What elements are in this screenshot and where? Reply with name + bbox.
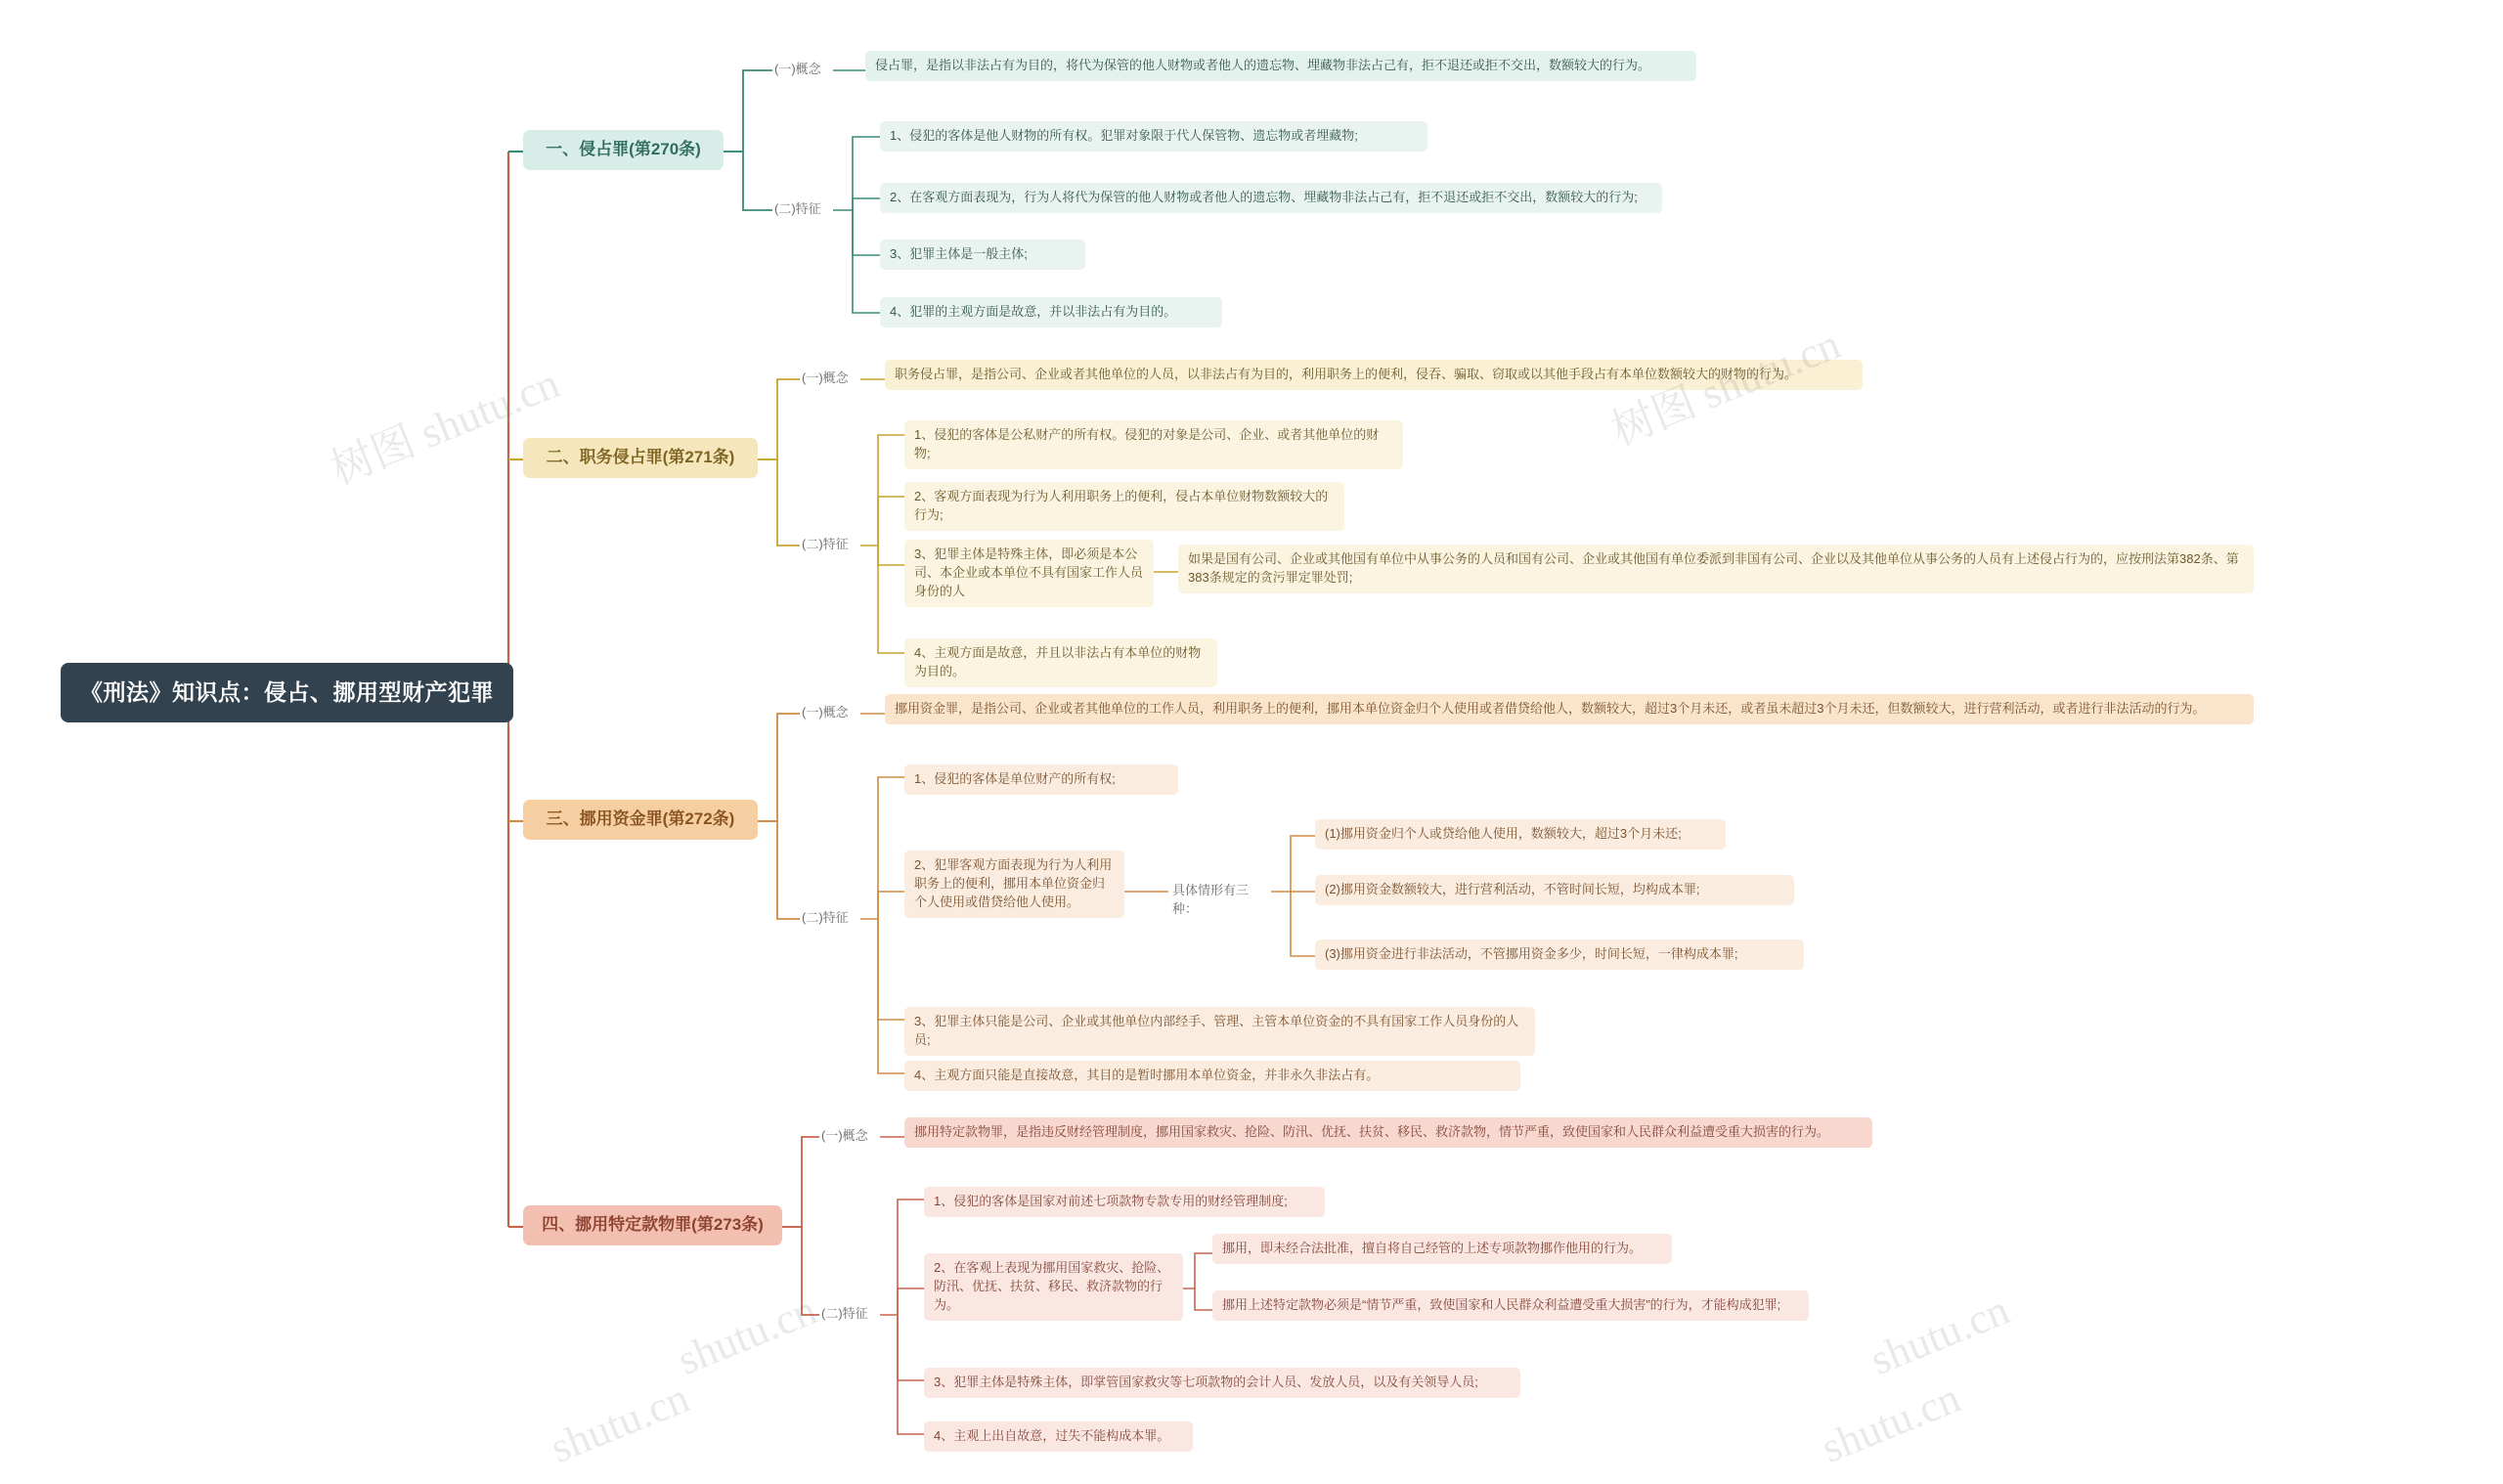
node-4-1-1[interactable]: 挪用特定款物罪，是指违反财经管理制度，挪用国家救灾、抢险、防汛、优抚、扶贫、移民、救济款物，情节严重，致使国家和人民群众利益遭受重大损害的行为。	[904, 1117, 1872, 1148]
group-label-2-2: (二)特征	[802, 537, 849, 551]
node-1-2-2[interactable]: 2、在客观方面表现为，行为人将代为保管的他人财物或者他人的遗忘物、埋藏物非法占己有，拒不退还或拒不交出，数额较大的行为;	[880, 183, 1662, 213]
node-1-2-3[interactable]: 3、犯罪主体是一般主体;	[880, 240, 1085, 270]
node-3-2-2-sub-3[interactable]: (3)挪用资金进行非法活动，不管挪用资金多少，时间长短，一律构成本罪;	[1315, 939, 1804, 970]
watermark-1: 树图 shutu.cn	[324, 359, 566, 495]
node-4-2-1[interactable]: 1、侵犯的客体是国家对前述七项款物专款专用的财经管理制度;	[924, 1187, 1325, 1217]
watermark-6: shutu.cn	[1864, 1286, 2016, 1384]
node-4-2-2-sub-2[interactable]: 挪用上述特定款物必须是“情节严重，致使国家和人民群众利益遭受重大损害”的行为，才能构成犯罪;	[1212, 1290, 1809, 1321]
branch-title-1[interactable]: 一、侵占罪(第270条)	[523, 130, 724, 170]
watermark-3: shutu.cn	[671, 1286, 823, 1384]
node-1-2-4[interactable]: 4、犯罪的主观方面是故意，并以非法占有为目的。	[880, 297, 1222, 327]
branch-title-3[interactable]: 三、挪用资金罪(第272条)	[523, 800, 758, 840]
node-2-2-3[interactable]: 3、犯罪主体是特殊主体，即必须是本公司、本企业或本单位不具有国家工作人员身份的人	[904, 540, 1154, 607]
node-3-2-2[interactable]: 2、犯罪客观方面表现为行为人利用职务上的便利，挪用本单位资金归个人使用或借贷给他人使用。	[904, 851, 1124, 918]
node-4-2-2[interactable]: 2、在客观上表现为挪用国家救灾、抢险、防汛、优抚、扶贫、移民、救济款物的行为。	[924, 1253, 1183, 1321]
node-1-2-1[interactable]: 1、侵犯的客体是他人财物的所有权。犯罪对象限于代人保管物、遗忘物或者埋藏物;	[880, 121, 1427, 152]
node-3-2-3[interactable]: 3、犯罪主体只能是公司、企业或其他单位内部经手、管理、主管本单位资金的不具有国家工作人员身份的人员;	[904, 1007, 1535, 1056]
node-4-2-2-sub-1[interactable]: 挪用，即未经合法批准，擅自将自己经管的上述专项款物挪作他用的行为。	[1212, 1234, 1672, 1264]
node-2-2-4[interactable]: 4、主观方面是故意，并且以非法占有本单位的财物为目的。	[904, 638, 1217, 687]
node-2-2-1[interactable]: 1、侵犯的客体是公私财产的所有权。侵犯的对象是公司、企业、或者其他单位的财物;	[904, 420, 1403, 469]
watermark-4: shutu.cn	[544, 1374, 696, 1472]
root-node[interactable]: 《刑法》知识点：侵占、挪用型财产犯罪	[61, 663, 513, 722]
watermark-5: shutu.cn	[1815, 1374, 1967, 1472]
node-2-1-1[interactable]: 职务侵占罪，是指公司、企业或者其他单位的人员，以非法占有为目的，利用职务上的便利，侵吞、骗取、窃取或以其他手段占有本单位数额较大的财物的行为。	[885, 360, 1863, 390]
group-label-3-1: (一)概念	[802, 705, 849, 720]
node-1-1-1[interactable]: 侵占罪，是指以非法占有为目的，将代为保管的他人财物或者他人的遗忘物、埋藏物非法占己有，拒不退还或拒不交出，数额较大的行为。	[865, 51, 1696, 81]
node-2-2-3-child[interactable]: 如果是国有公司、企业或其他国有单位中从事公务的人员和国有公司、企业或其他国有单位委派到非国有公司、企业以及其他单位从事公务的人员有上述侵占行为的，应按刑法第382条、第383条规定的贪污罪定罪处罚;	[1178, 545, 2254, 593]
node-3-2-4[interactable]: 4、主观方面只能是直接故意，其目的是暂时挪用本单位资金，并非永久非法占有。	[904, 1061, 1520, 1091]
node-4-2-4[interactable]: 4、主观上出自故意，过失不能构成本罪。	[924, 1421, 1193, 1452]
branch-title-4[interactable]: 四、挪用特定款物罪(第273条)	[523, 1205, 782, 1245]
node-3-2-2-sub-2[interactable]: (2)挪用资金数额较大，进行营利活动，不管时间长短，均构成本罪;	[1315, 875, 1794, 905]
node-2-2-2[interactable]: 2、客观方面表现为行为人利用职务上的便利，侵占本单位财物数额较大的行为;	[904, 482, 1344, 531]
node-3-1-1[interactable]: 挪用资金罪，是指公司、企业或者其他单位的工作人员，利用职务上的便利，挪用本单位资金归个人使用或者借贷给他人，数额较大，超过3个月未还，或者虽未超过3个月未还，但数额较大，进行营利活动，或者进行非法活动的行为。	[885, 694, 2254, 724]
node-3-2-2-connector: 具体情形有三种：	[1172, 883, 1250, 916]
node-3-2-2-sub-1[interactable]: (1)挪用资金归个人或贷给他人使用，数额较大，超过3个月未还;	[1315, 819, 1726, 850]
group-label-2-1: (一)概念	[802, 371, 849, 385]
node-4-2-3[interactable]: 3、犯罪主体是特殊主体，即掌管国家救灾等七项款物的会计人员、发放人员，以及有关领导人员;	[924, 1368, 1520, 1398]
branch-title-2[interactable]: 二、职务侵占罪(第271条)	[523, 438, 758, 478]
group-label-4-2: (二)特征	[821, 1306, 868, 1321]
group-label-1-2: (二)特征	[774, 201, 821, 216]
group-label-4-1: (一)概念	[821, 1128, 868, 1143]
node-3-2-1[interactable]: 1、侵犯的客体是单位财产的所有权;	[904, 764, 1178, 795]
group-label-3-2: (二)特征	[802, 910, 849, 925]
group-label-1-1: (一)概念	[774, 62, 821, 76]
